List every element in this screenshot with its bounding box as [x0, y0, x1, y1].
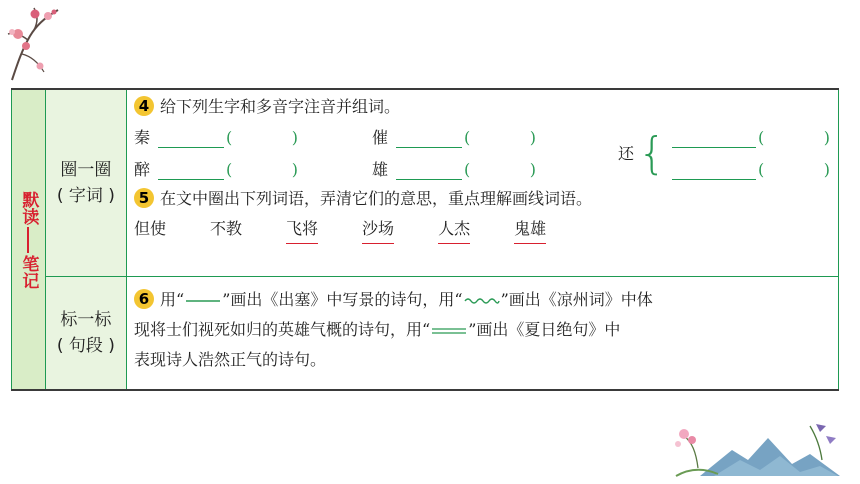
task4-text: 给下列生字和多音字注音并组词。: [160, 97, 401, 116]
task5-number: 5: [134, 188, 154, 208]
task6-text-4: 现将士们视死如归的英雄气概的诗句，用“: [134, 320, 431, 339]
vocab-word-underlined[interactable]: 沙场: [362, 216, 394, 244]
double-line-mark-icon: [430, 326, 468, 336]
pinyin-blank[interactable]: ( ): [226, 128, 298, 147]
notes-table: [11, 88, 839, 391]
vocab-word-underlined[interactable]: 飞将: [286, 216, 318, 244]
vocab-word-underlined[interactable]: 鬼雄: [514, 216, 546, 244]
category-words: [45, 89, 126, 277]
char-item: [134, 122, 372, 154]
task4-number: 4: [134, 96, 154, 116]
task6-text-5: ”画出《夏日绝句》中: [468, 320, 621, 339]
vocab-word-underlined[interactable]: 人杰: [438, 216, 470, 244]
category-sentences: [45, 277, 126, 391]
task6-text-3: ”画出《凉州词》中体: [500, 290, 653, 309]
word-blank[interactable]: [158, 129, 224, 148]
char-label: 醉: [134, 160, 151, 179]
task6-text-1: 用“: [160, 290, 185, 309]
char-label: 秦: [134, 128, 151, 147]
word-blank[interactable]: [396, 129, 462, 148]
word-blank[interactable]: [158, 161, 224, 180]
vocab-word[interactable]: 但使: [134, 219, 167, 238]
side-divider: [27, 227, 29, 253]
task4-heading: [134, 94, 830, 120]
category-words-title: 圈一圈: [60, 160, 112, 180]
task6-text-2: ”画出《出塞》中写景的诗句，用“: [222, 290, 463, 309]
vocab-list: [134, 216, 830, 244]
task5-text: 在文中圈出下列词语，弄清它们的意思，重点理解画线词语。: [160, 189, 593, 208]
category-sentences-title: 标一标: [60, 310, 112, 330]
words-content: [127, 89, 839, 277]
task6-number: 6: [134, 289, 154, 309]
sentences-content: [127, 277, 839, 391]
landscape-flower-icon: [670, 416, 850, 478]
pinyin-blank[interactable]: ( ): [758, 160, 830, 179]
char-label: 催: [372, 128, 389, 147]
char-item: [134, 154, 372, 186]
char-item: [372, 154, 610, 186]
polyphone-line: [672, 122, 830, 154]
word-blank[interactable]: [396, 161, 462, 180]
pinyin-grid: [134, 122, 830, 186]
polyphone-line: [672, 154, 830, 186]
side-label-part1: 默读: [18, 190, 39, 225]
plum-blossom-icon: [4, 2, 64, 82]
task5-heading: [134, 186, 830, 212]
word-blank[interactable]: [672, 161, 756, 180]
pinyin-blank[interactable]: ( ): [464, 160, 536, 179]
char-item: [372, 122, 610, 154]
task6-text-6: 表现诗人浩然正气的诗句。: [134, 350, 327, 369]
pinyin-blank[interactable]: ( ): [758, 128, 830, 147]
side-label-part2: 笔记: [18, 254, 39, 289]
wavy-line-mark-icon: [463, 296, 501, 306]
vocab-word[interactable]: 不教: [210, 219, 243, 238]
side-label: [12, 89, 46, 390]
category-words-sub: ( 字词 ): [56, 186, 115, 206]
polyphone-char: 还: [618, 144, 635, 163]
char-label: 雄: [372, 160, 389, 179]
word-blank[interactable]: [672, 129, 756, 148]
category-sentences-sub: ( 句段 ): [56, 336, 115, 356]
task6-paragraph: [134, 285, 830, 375]
straight-line-mark-icon: [184, 296, 222, 306]
polyphone-item: [618, 122, 830, 186]
pinyin-blank[interactable]: ( ): [464, 128, 536, 147]
pinyin-blank[interactable]: ( ): [226, 160, 298, 179]
brace-icon: {: [638, 128, 666, 179]
